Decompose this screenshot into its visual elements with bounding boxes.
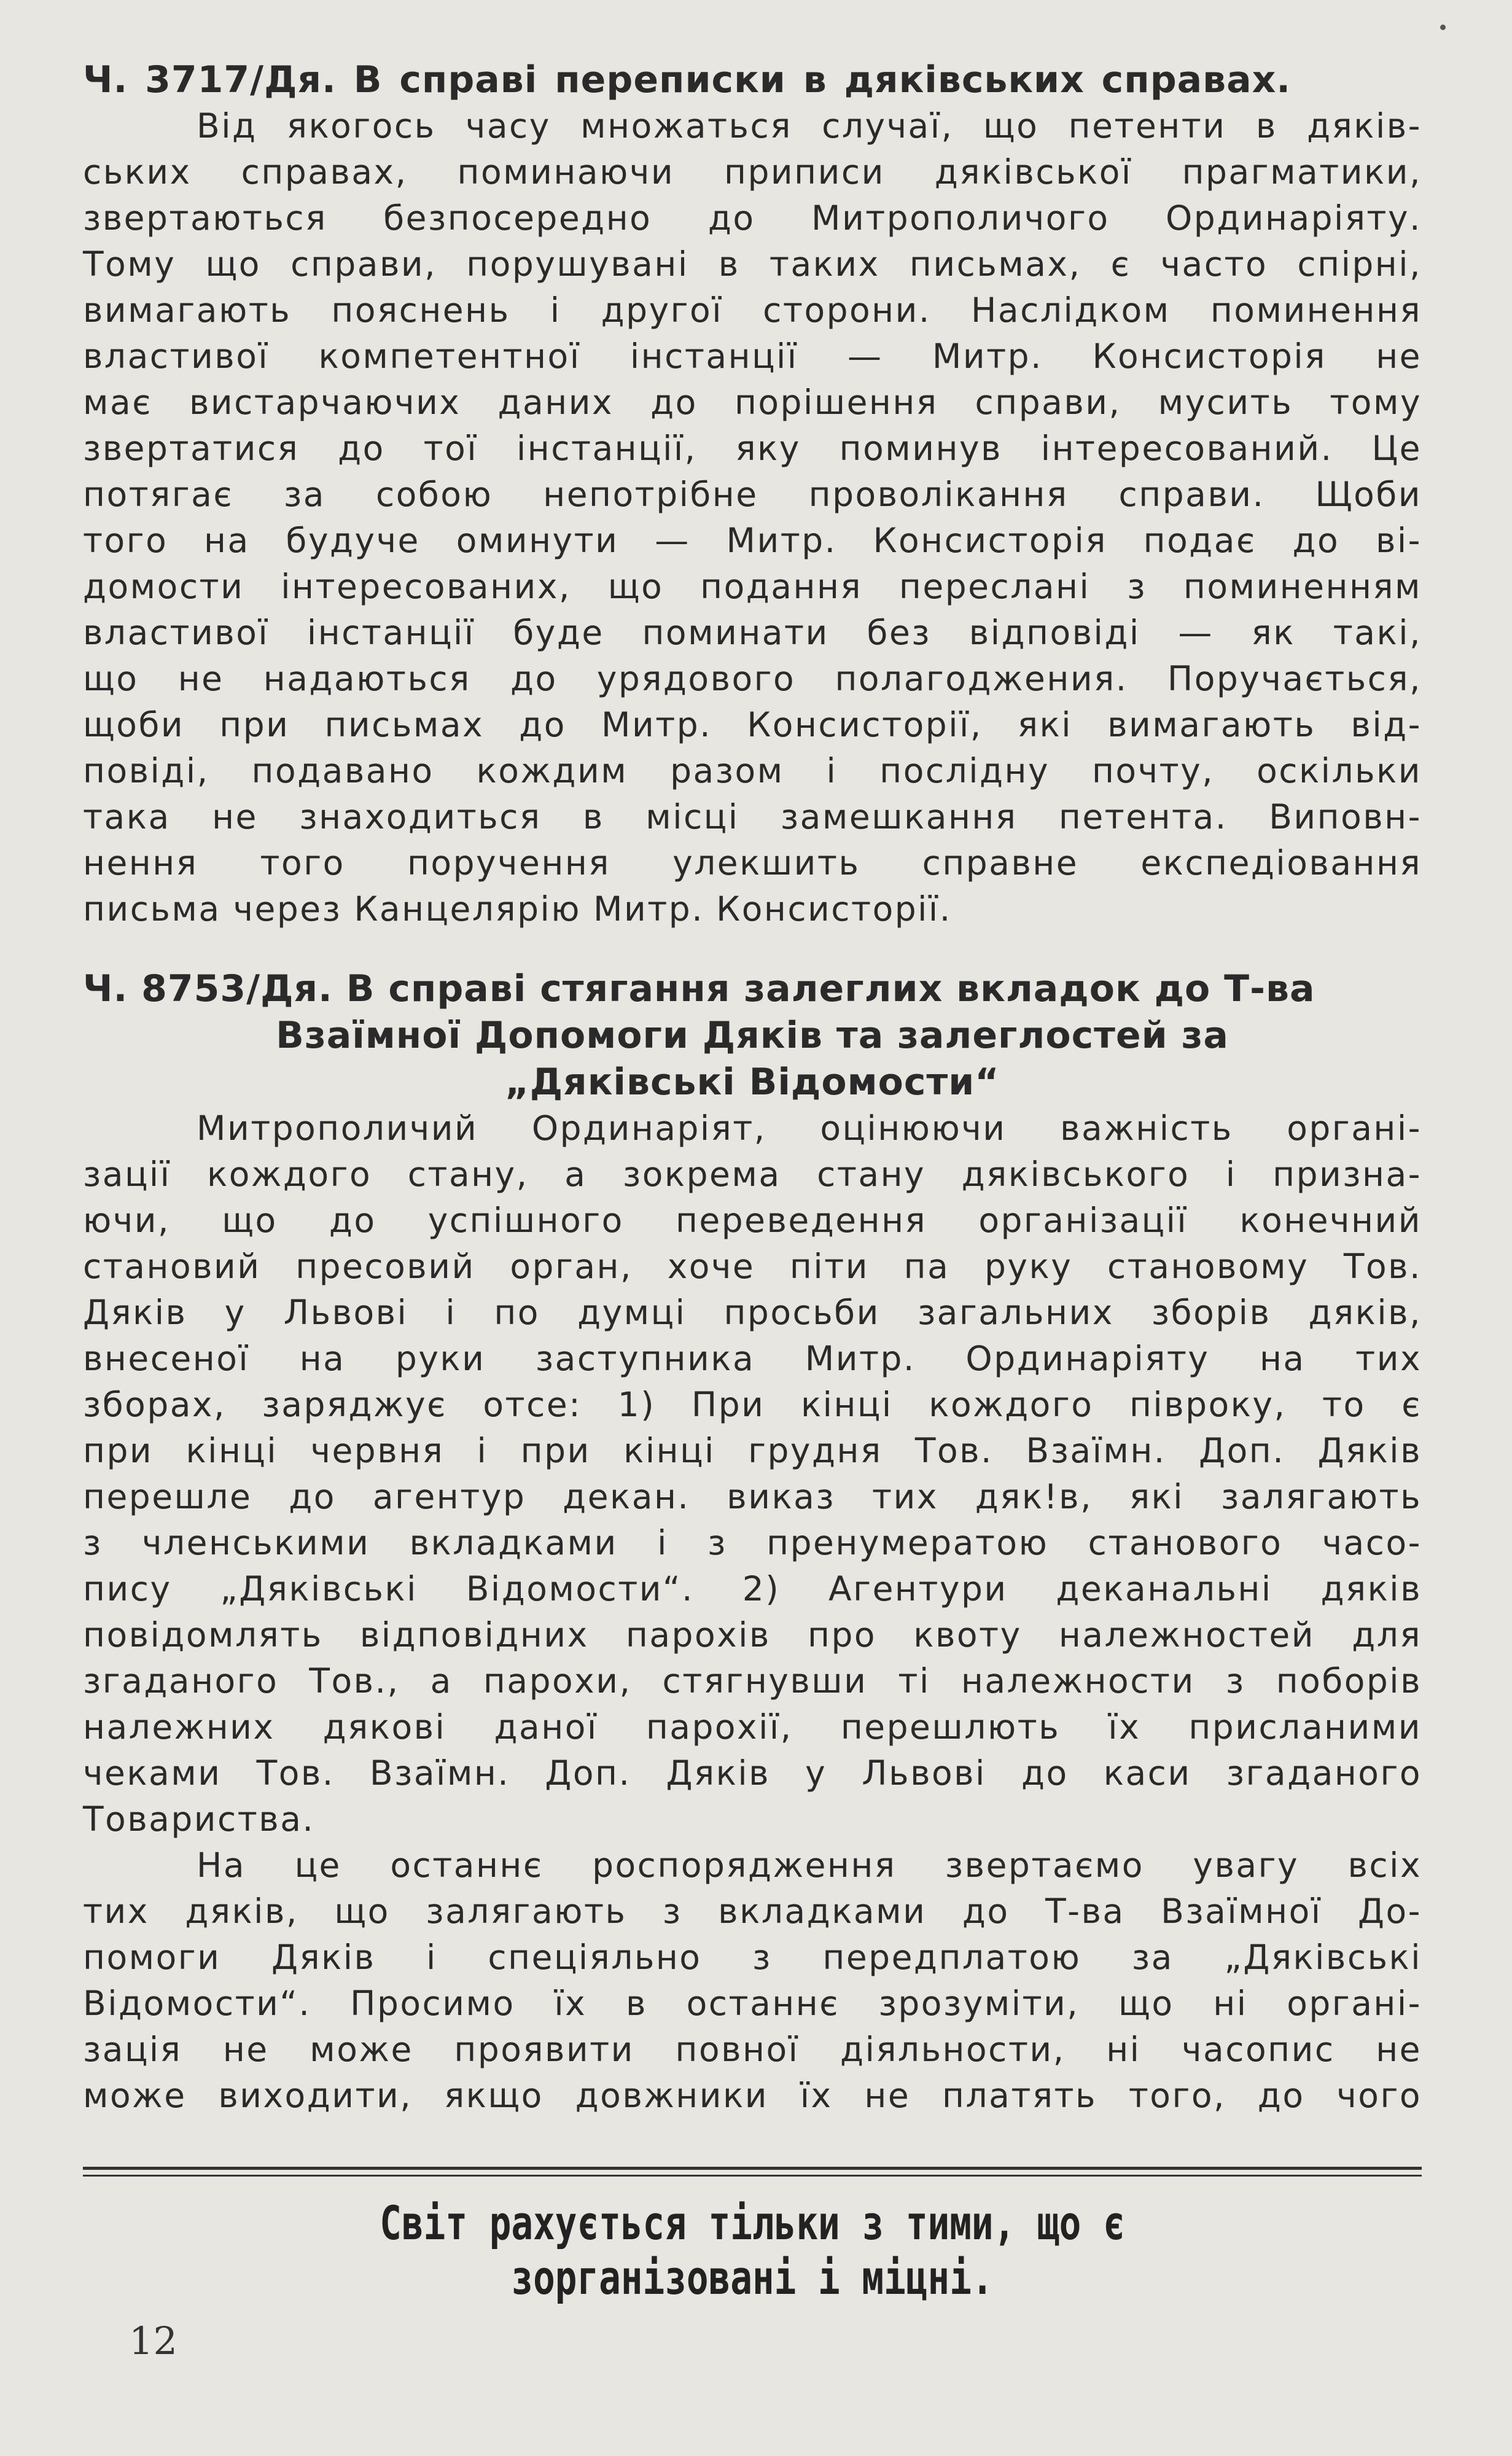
- text-line: тих дяків, що залягають з вкладками до Т-ва Взаїмної До-: [83, 1892, 1422, 1931]
- text-line: Дяків у Львові і по думці просьби загальних зборів дяків,: [83, 1293, 1422, 1332]
- text-line: така не знаходиться в місці замешкання петента. Виповн-: [83, 797, 1422, 836]
- text-line: ських справах, поминаючи приписи дяківської прагматики,: [83, 152, 1422, 192]
- section-2-heading: [83, 965, 1422, 1105]
- text-line: того на будуче оминути — Митр. Консисторія подає до ві-: [83, 521, 1422, 560]
- text-line: перешле до агентур декан. виказ тих дяк!в, які залягають: [83, 1477, 1422, 1516]
- text-line: при кінці червня і при кінці грудня Тов. Взаїмн. Доп. Дяків: [83, 1431, 1422, 1470]
- text-line: внесеної на руки заступника Митр. Ординаріяту на тих: [83, 1339, 1422, 1378]
- text-line: домости інтересованих, що подання переслані з поминенням: [83, 567, 1422, 606]
- page-number: 12: [129, 2318, 177, 2363]
- text-line: щоби при письмах до Митр. Консисторії, які вимагають від-: [83, 705, 1422, 744]
- text-line: вимагають пояснень і другої сторони. Наслідком поминення: [83, 290, 1422, 330]
- text-column: [83, 57, 1422, 2119]
- text-line: зація не може проявити повної діяльности, ні часопис не: [83, 2030, 1422, 2069]
- text-line: Від якогось часу множаться случаї, що петенти в дяків-: [197, 106, 1422, 146]
- footer-rule-bottom: [83, 2175, 1422, 2177]
- text-line: потягає за собою непотрібне проволікання справи. Щоби: [83, 475, 1422, 514]
- text-line: що не надаються до урядового полагоджения. Поручається,: [83, 659, 1422, 698]
- text-line: повіді, подавано кождим разом і послідну почту, оскільки: [83, 751, 1422, 790]
- footer-motto: Світ рахується тільки з тими, що є зорганізовані і міцні.: [380, 2196, 1125, 2305]
- text-line: На це останнє роспорядження звертаємо увагу всіх: [197, 1846, 1422, 1885]
- text-line: письма через Канцелярію Митр. Консисторії.: [83, 889, 952, 929]
- print-speck: [1440, 25, 1446, 30]
- footer-rule-top: [83, 2167, 1422, 2170]
- text-line: помоги Дяків і спеціяльно з передплатою за „Дяківські: [83, 1938, 1422, 1977]
- text-line: звертатися до тої інстанції, яку поминув інтересований. Це: [83, 429, 1422, 468]
- text-line: Відомости“. Просимо їх в останнє зрозуміти, що ні органі-: [83, 1984, 1422, 2023]
- text-line: належних дякові даної парохії, перешлють їх присланими: [83, 1707, 1422, 1747]
- text-line: зборах, заряджує отсе: 1) При кінці кождого півроку, то є: [83, 1385, 1422, 1424]
- text-line: становий пресовий орган, хоче піти па руку становому Тов.: [83, 1247, 1422, 1286]
- section-2-paragraph-1: [83, 1105, 1422, 1842]
- text-line: може виходити, якщо довжники їх не платять того, до чого: [83, 2076, 1422, 2115]
- section-1-heading: Ч. 3717/Дя. В справі переписки в дяківських справах.: [83, 58, 1292, 101]
- heading-line: Взаїмної Допомоги Дяків та залеглостей за: [276, 1014, 1229, 1057]
- text-line: чеками Тов. Взаїмн. Доп. Дяків у Львові до каси згаданого: [83, 1753, 1422, 1793]
- text-line: згаданого Тов., а парохи, стягнувши ті належности з поборів: [83, 1661, 1422, 1701]
- text-line: з членськими вкладками і з пренумератою станового часо-: [83, 1523, 1422, 1562]
- text-line: Тому що справи, порушувані в таких письмах, є часто спірні,: [83, 244, 1422, 284]
- text-line: повідомлять відповідних парохів про квоту належностей для: [83, 1615, 1422, 1655]
- heading-line: Ч. 8753/Дя. В справі стягання залеглих вкладок до Т-ва: [83, 967, 1315, 1010]
- heading-line: „Дяківські Відомости“: [505, 1061, 1000, 1104]
- text-line: властивої компетентної інстанції — Митр. Консисторія не: [83, 337, 1422, 376]
- text-line: звертаються безпосередно до Митрополичого Ординаріяту.: [83, 198, 1422, 238]
- text-line: Товариства.: [83, 1799, 315, 1839]
- text-line: має вистарчаючих даних до порішення справи, мусить тому: [83, 383, 1422, 422]
- text-line: нення того поручення улекшить справне експедіовання: [83, 843, 1422, 883]
- section-1-paragraph: [83, 103, 1422, 932]
- text-line: властивої інстанції буде поминати без відповіді — як такі,: [83, 613, 1422, 652]
- text-line: пису „Дяківські Відомости“. 2) Агентури деканальні дяків: [83, 1569, 1422, 1608]
- text-line: зації кождого стану, а зокрема стану дяківського і призна-: [83, 1155, 1422, 1194]
- text-line: ючи, що до успішного переведення організації конечний: [83, 1201, 1422, 1240]
- text-line: Митрополичий Ординаріят, оцінюючи важність органі-: [197, 1109, 1422, 1148]
- section-2-paragraph-2: [83, 1842, 1422, 2119]
